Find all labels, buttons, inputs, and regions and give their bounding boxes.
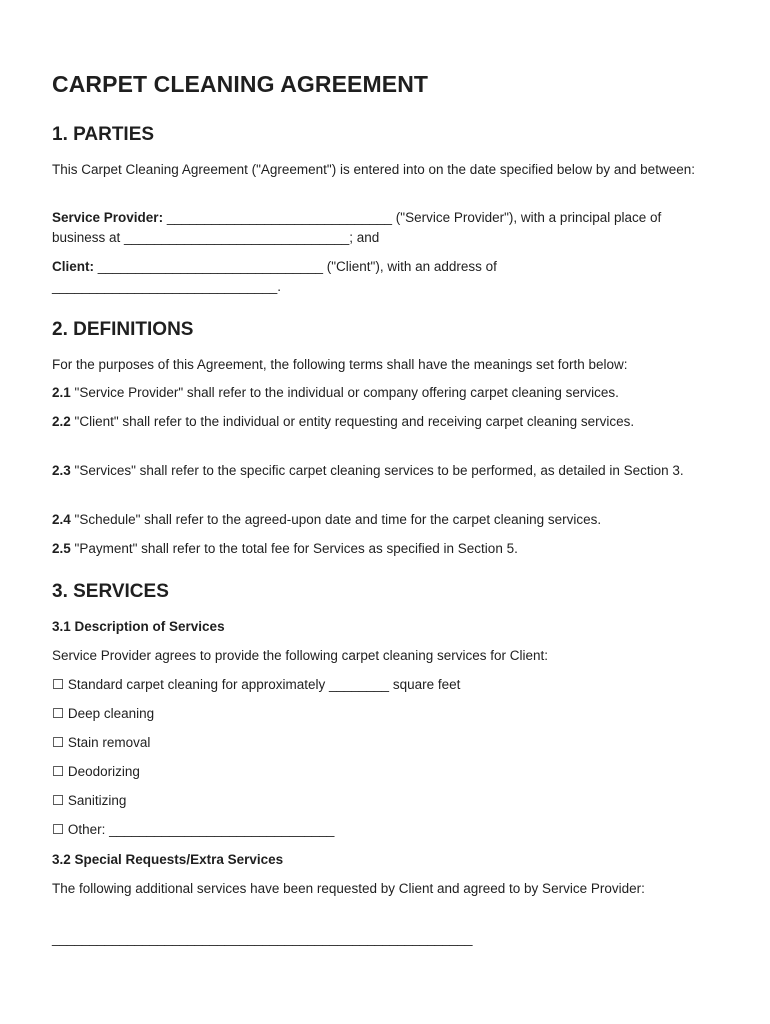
- subsection-heading-description: 3.1 Description of Services: [52, 619, 225, 634]
- document-title: CARPET CLEANING AGREEMENT: [52, 71, 429, 97]
- checklist-item-standard-cleaning[interactable]: ☐ Standard carpet cleaning for approximately ________ square feet: [52, 677, 461, 692]
- checklist-item-sanitizing[interactable]: ☐ Sanitizing: [52, 793, 127, 808]
- client-clause: [52, 257, 717, 297]
- definition-item: [52, 510, 717, 530]
- checklist-item-stain-removal[interactable]: ☐ Stain removal: [52, 735, 151, 750]
- service-provider-text: ______________________________ ("Service Provider"), with a principal place of business at ______________________________; and: [52, 210, 662, 245]
- client-label: Client:: [52, 259, 94, 274]
- service-provider-label: Service Provider:: [52, 210, 164, 225]
- parties-intro: This Carpet Cleaning Agreement ("Agreement") is entered into on the date specified below by and between:: [52, 162, 695, 177]
- definition-item: [52, 461, 717, 481]
- checklist-item-other[interactable]: ☐ Other: ______________________________: [52, 822, 335, 837]
- definition-number: 2.4: [52, 512, 71, 527]
- special-requests-intro: The following additional services have been requested by Client and agreed to by Service Provider:: [52, 881, 645, 896]
- definition-item: [52, 412, 717, 432]
- client-text: ______________________________ ("Client"), with an address of ______________________________.: [52, 259, 497, 294]
- checklist-item-deep-cleaning[interactable]: ☐ Deep cleaning: [52, 706, 155, 721]
- section-heading-definitions: 2. DEFINITIONS: [52, 319, 194, 340]
- definition-number: 2.5: [52, 541, 71, 556]
- definition-text: "Client" shall refer to the individual or entity requesting and receiving carpet cleaning services.: [70, 414, 635, 429]
- section-heading-services: 3. SERVICES: [52, 581, 169, 602]
- definition-text: "Service Provider" shall refer to the individual or company offering carpet cleaning services.: [70, 385, 619, 400]
- definition-text: "Services" shall refer to the specific carpet cleaning services to be performed, as detailed in Section 3.: [70, 463, 684, 478]
- definition-number: 2.2: [52, 414, 71, 429]
- services-intro: Service Provider agrees to provide the following carpet cleaning services for Client:: [52, 648, 548, 663]
- definition-item: [52, 539, 717, 559]
- definition-text: "Payment" shall refer to the total fee for Services as specified in Section 5.: [70, 541, 518, 556]
- definition-number: 2.1: [52, 385, 71, 400]
- special-requests-blank: ________________________________________________________: [52, 931, 473, 946]
- service-provider-clause: [52, 208, 717, 248]
- subsection-heading-special-requests: 3.2 Special Requests/Extra Services: [52, 852, 284, 867]
- definition-item: [52, 383, 717, 403]
- definition-text: "Schedule" shall refer to the agreed-upon date and time for the carpet cleaning services.: [70, 512, 602, 527]
- definition-number: 2.3: [52, 463, 71, 478]
- section-heading-parties: 1. PARTIES: [52, 124, 155, 145]
- definitions-intro: For the purposes of this Agreement, the following terms shall have the meanings set forth below:: [52, 357, 628, 372]
- checklist-item-deodorizing[interactable]: ☐ Deodorizing: [52, 764, 140, 779]
